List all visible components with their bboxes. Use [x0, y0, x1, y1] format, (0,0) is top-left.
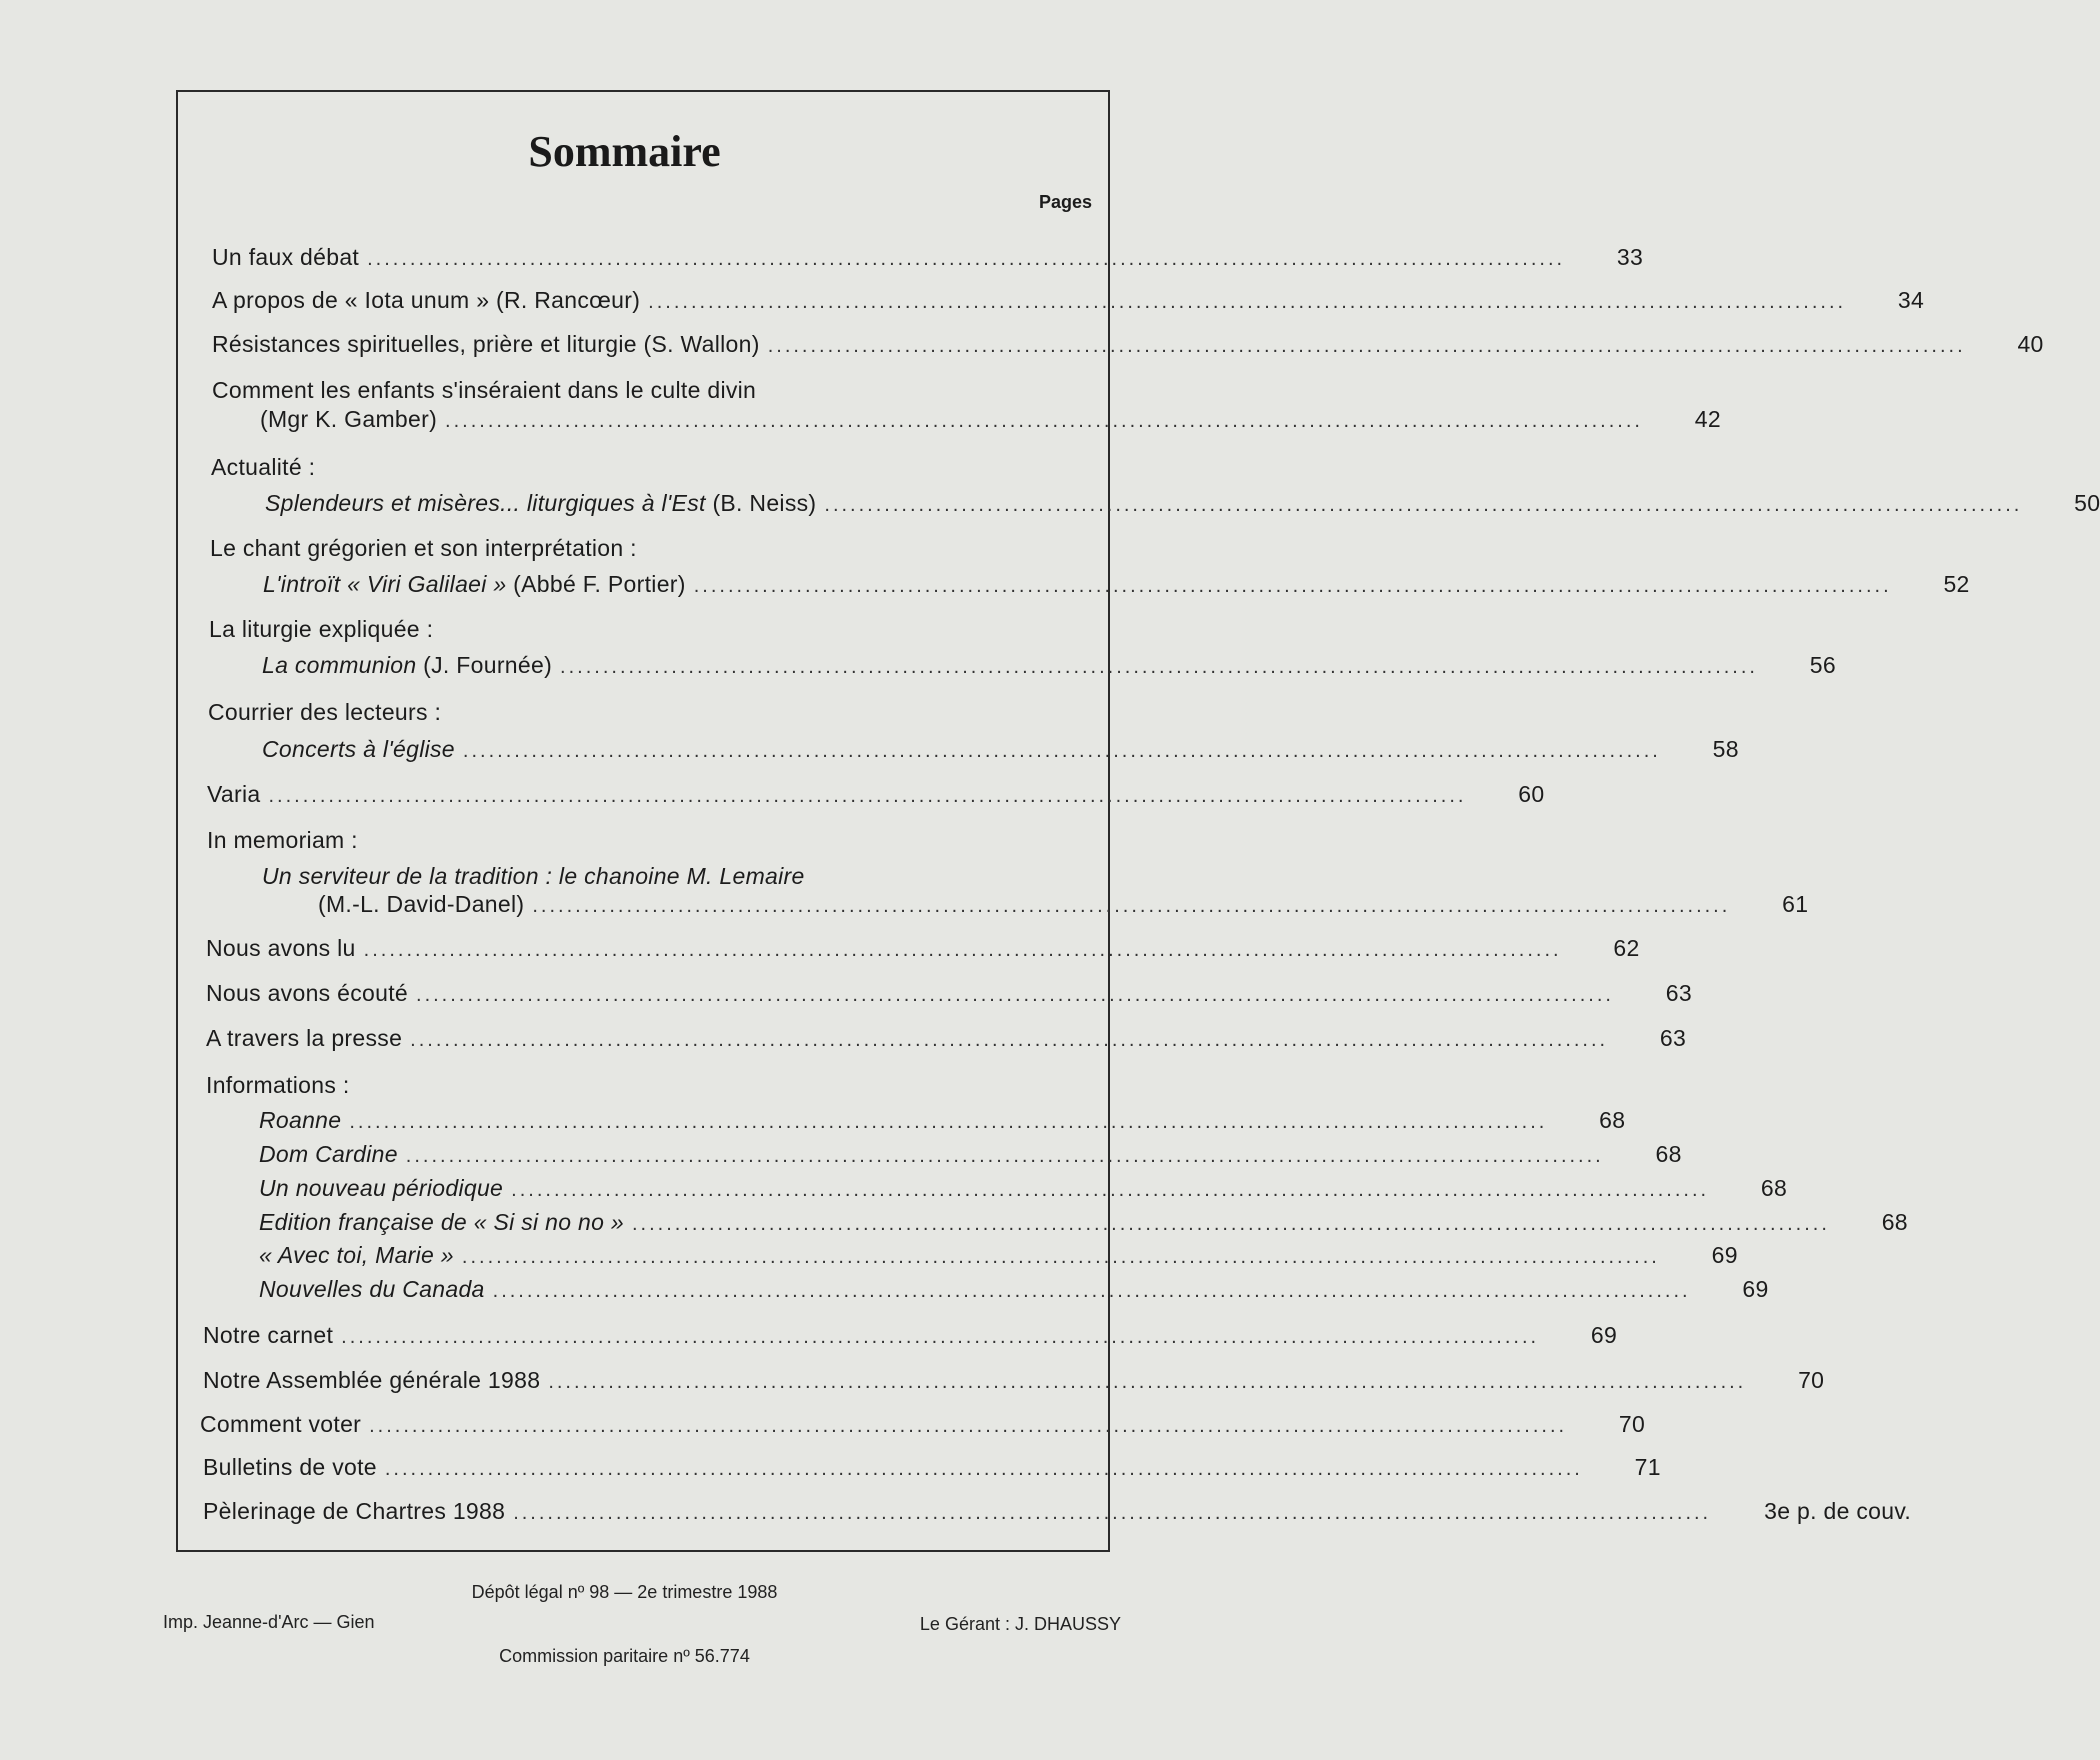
entry-label-author: (B. Neiss) [712, 490, 817, 516]
entry-page: 52 [1943, 571, 1970, 597]
dot-leader: ............................................................................................................................................ [693, 575, 1892, 597]
printer-credit: Imp. Jeanne-d'Arc — Gien [163, 1612, 375, 1632]
toc-entry [203, 1496, 1912, 1526]
entry-label: Comment voter [200, 1411, 362, 1437]
dot-leader: ............................................................................................................................................ [513, 1502, 1712, 1524]
toc-entry [262, 734, 1739, 764]
dot-leader: ............................................................................................................................................ [560, 656, 1758, 678]
toc-entry [206, 1023, 1687, 1053]
legal-deposit: Dépôt légal nº 98 — 2e trimestre 1988 [471, 1582, 778, 1602]
entry-label-italic: Edition française de « Si si no no » [259, 1209, 624, 1235]
entry-page: 60 [1518, 781, 1545, 807]
entry-label-italic: Nouvelles du Canada [259, 1276, 485, 1302]
dot-leader: ............................................................................................................................................ [511, 1179, 1710, 1201]
toc-entry [259, 1207, 1908, 1237]
entry-label-italic: Splendeurs et misères... liturgiques à l'Est [265, 490, 706, 516]
entry-label: Bulletins de vote [203, 1454, 377, 1480]
toc-entry [259, 1105, 1626, 1135]
entry-page: 70 [1798, 1367, 1825, 1393]
toc-entry [318, 889, 1809, 919]
dot-leader: ............................................................................................................................................ [369, 1415, 1568, 1437]
entry-label [262, 734, 463, 764]
page-title: Sommaire [528, 127, 721, 176]
toc-entry [206, 978, 1692, 1008]
dot-leader: ............................................................................................................................................ [461, 1246, 1660, 1268]
entry-page: 63 [1659, 1025, 1687, 1051]
entry-label-author: (Abbé F. Portier) [513, 571, 686, 597]
entry-label-italic: Un nouveau périodique [259, 1175, 504, 1201]
entry-page: 69 [1711, 1242, 1738, 1268]
entry-label [262, 650, 560, 680]
toc-entry [262, 650, 1836, 680]
entry-label-italic: La communion [262, 652, 417, 678]
dot-leader: ............................................................................................................................................ [767, 335, 1966, 357]
dot-leader: ............................................................................................................................................ [824, 494, 2023, 516]
dot-leader: ............................................................................................................................................ [548, 1371, 1747, 1393]
dot-leader: ............................................................................................................................................ [405, 1145, 1604, 1167]
entry-label: Varia [207, 781, 261, 807]
section-heading: Actualité : [211, 454, 316, 480]
entry-label-italic: L'introït « Viri Galilaei » [263, 571, 507, 597]
entry-label-italic: « Avec toi, Marie » [259, 1242, 454, 1268]
toc-entry [212, 285, 1925, 315]
dot-leader: ............................................................................................................................................ [384, 1458, 1583, 1480]
entry-page: 61 [1782, 891, 1809, 917]
entry-page: 56 [1809, 652, 1836, 678]
dot-leader: ............................................................................................................................................ [445, 410, 1643, 432]
entry-page: 69 [1590, 1322, 1618, 1348]
entry-page: 70 [1618, 1411, 1646, 1437]
section-heading: In memoriam : [207, 827, 358, 853]
entry-page: 68 [1599, 1107, 1626, 1133]
dot-leader: ............................................................................................................................................ [410, 1029, 1609, 1051]
toc-entry [259, 1139, 1682, 1169]
dot-leader: ............................................................................................................................................ [492, 1280, 1691, 1302]
entry-label: Notre carnet [203, 1322, 334, 1348]
section-heading: Informations : [206, 1072, 350, 1098]
entry-page: 3e p. de couv. [1764, 1498, 1912, 1524]
commission-number: Commission paritaire nº 56.774 [499, 1646, 750, 1666]
entry-label-italic: Dom Cardine [259, 1141, 398, 1167]
entry-page: 58 [1712, 736, 1739, 762]
entry-label: (Mgr K. Gamber) [260, 406, 438, 432]
entry-label [259, 1173, 511, 1203]
toc-entry [203, 1452, 1661, 1482]
entry-label [265, 488, 824, 518]
manager-credit: Le Gérant : J. DHAUSSY [919, 1614, 1121, 1634]
dot-leader: ............................................................................................................................................ [462, 740, 1661, 762]
toc-entry [207, 779, 1545, 809]
entry-page: 62 [1613, 935, 1640, 961]
dot-leader: ............................................................................................................................................ [268, 785, 1467, 807]
entry-label [259, 1207, 632, 1237]
entry-label [259, 1105, 349, 1135]
section-heading: Le chant grégorien et son interprétation : [210, 535, 637, 561]
entry-label [263, 569, 694, 599]
entry-label: Pèlerinage de Chartres 1988 [203, 1498, 506, 1524]
section-heading: La liturgie expliquée : [209, 616, 434, 642]
toc-entry [200, 1409, 1646, 1439]
entry-label-italic: Roanne [259, 1107, 342, 1133]
entry-page: 68 [1655, 1141, 1682, 1167]
dot-leader: ............................................................................................................................................ [363, 939, 1562, 961]
entry-label: Nous avons lu [206, 935, 356, 961]
entry-label: Un faux débat [212, 244, 360, 270]
toc-entry [265, 488, 2100, 518]
entry-label: A propos de « Iota unum » (R. Rancœur) [212, 287, 641, 313]
entry-label-line1: Un serviteur de la tradition : le chanoine M. Lemaire [262, 863, 805, 889]
entry-page: 68 [1881, 1209, 1908, 1235]
entry-label: A travers la presse [206, 1025, 403, 1051]
entry-page: 63 [1665, 980, 1692, 1006]
entry-label: Notre Assemblée générale 1988 [203, 1367, 541, 1393]
toc-entry [259, 1173, 1788, 1203]
entry-page: 68 [1760, 1175, 1788, 1201]
entry-label: Nous avons écouté [206, 980, 409, 1006]
toc-entry [259, 1240, 1738, 1270]
entry-label [259, 1240, 462, 1270]
dot-leader: ............................................................................................................................................ [648, 291, 1847, 313]
toc-entry [259, 1274, 1769, 1304]
entry-label [259, 1139, 406, 1169]
section-heading: Courrier des lecteurs : [208, 699, 442, 725]
dot-leader: ............................................................................................................................................ [416, 984, 1614, 1006]
entry-page: 69 [1742, 1276, 1769, 1302]
pages-column-label: Pages [1038, 192, 1092, 212]
entry-label [259, 1274, 493, 1304]
entry-label: (M.-L. David-Danel) [318, 891, 525, 917]
dot-leader: ............................................................................................................................................ [532, 895, 1731, 917]
entry-page: 33 [1616, 244, 1644, 270]
entry-page: 40 [2017, 331, 2044, 357]
toc-entry [263, 569, 1970, 599]
entry-label: Résistances spirituelles, prière et liturgie (S. Wallon) [212, 331, 760, 357]
toc-entry [212, 329, 2044, 359]
entry-page: 50 [2074, 490, 2100, 516]
entry-page: 71 [1634, 1454, 1661, 1480]
entry-page: 34 [1897, 287, 1925, 313]
entry-label-italic: Concerts à l'église [262, 736, 455, 762]
toc-entry [212, 242, 1644, 272]
toc-entry [206, 933, 1640, 963]
toc-entry [260, 404, 1721, 434]
entry-page: 42 [1694, 406, 1721, 432]
dot-leader: ............................................................................................................................................ [631, 1213, 1830, 1235]
entry-label-line1: Comment les enfants s'inséraient dans le culte divin [212, 377, 757, 403]
dot-leader: ............................................................................................................................................ [367, 248, 1566, 270]
toc-entry [203, 1365, 1825, 1395]
dot-leader: ............................................................................................................................................ [349, 1111, 1548, 1133]
dot-leader: ............................................................................................................................................ [341, 1326, 1540, 1348]
entry-label-author: (J. Fournée) [423, 652, 553, 678]
toc-entry [203, 1320, 1618, 1350]
